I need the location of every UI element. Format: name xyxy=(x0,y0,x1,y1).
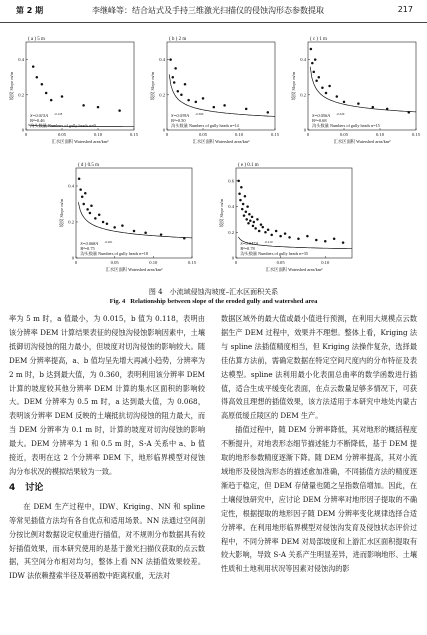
data-point xyxy=(82,104,85,107)
right-column xyxy=(221,312,417,576)
data-point xyxy=(174,67,177,70)
y-tick-label: 0.4 xyxy=(68,183,74,189)
x-tick-label: 0 xyxy=(24,132,28,137)
data-point xyxy=(245,210,248,213)
figure-caption-en xyxy=(0,298,427,305)
y-axis-label: 坡度 Slope m/m xyxy=(9,71,14,101)
y-tick-label: 0 xyxy=(231,255,234,261)
data-point xyxy=(386,108,389,111)
section-number: 4 xyxy=(9,482,16,493)
data-point xyxy=(270,234,273,237)
figure-caption-cn: 图 4 小流域侵蚀沟坡度–汇水区面积关系 xyxy=(148,288,279,296)
data-point xyxy=(202,97,205,100)
data-point xyxy=(79,188,82,191)
y-axis-label: 坡度 Slope m/m xyxy=(150,71,155,101)
fit-equation: S=0.047A xyxy=(240,241,259,246)
data-point xyxy=(315,79,318,82)
y-tick-label: 0.2 xyxy=(18,92,24,98)
gully-count: 沟头数量 Numbers of gully heads n=14 xyxy=(171,123,239,128)
data-point xyxy=(144,232,147,235)
data-point xyxy=(284,232,287,235)
data-point xyxy=(223,104,226,107)
gully-count: 沟头数量 Numbers of gully heads n=18 xyxy=(80,251,148,256)
data-point xyxy=(84,192,87,195)
y-tick-label: 0.6 xyxy=(228,178,234,184)
data-point xyxy=(247,222,250,225)
x-tick-label: 0 xyxy=(165,132,169,137)
data-point xyxy=(315,239,318,242)
fit-equation: S=0.015A xyxy=(30,113,48,118)
data-point xyxy=(264,231,267,234)
x-axis-label: 汇水区面积 Watershed area/km² xyxy=(51,139,109,144)
data-point xyxy=(275,230,278,233)
x-tick-label: 0.15 xyxy=(411,132,421,137)
x-tick-label: 0 xyxy=(74,260,78,265)
x-tick-label: 0.05 xyxy=(339,132,349,137)
data-point xyxy=(160,233,163,236)
chart-panel-d xyxy=(218,160,356,276)
data-point xyxy=(251,216,254,219)
data-point xyxy=(288,236,291,239)
gully-count: 沟头数量 Numbers of gully heads n=9 xyxy=(30,123,96,128)
panel-tag: ( c ) 1 m xyxy=(310,37,327,42)
fit-curve xyxy=(78,202,192,238)
x-tick-label: 0.10 xyxy=(375,132,385,137)
fit-exponent: -0.360 xyxy=(195,112,204,116)
data-point xyxy=(314,58,317,61)
data-point xyxy=(97,106,100,109)
figure-label-en: Fig. 4 xyxy=(109,298,126,305)
fit-r-squared: R²=0.75 xyxy=(80,246,95,251)
data-point xyxy=(81,196,84,199)
data-point xyxy=(106,223,109,226)
x-tick-label: 0.05 xyxy=(57,132,67,137)
panel-tag: ( b ) 2 m xyxy=(169,37,187,42)
data-point xyxy=(249,219,252,222)
data-point xyxy=(169,58,172,61)
figure-caption-en-text: Relationship between slope of the eroded gully and watershed area xyxy=(130,298,318,305)
fit-exponent: -0.210 xyxy=(264,240,273,244)
x-tick-label: 0.10 xyxy=(93,132,103,137)
data-point xyxy=(336,95,339,98)
data-point xyxy=(254,227,257,230)
x-axis-label: 汇水区面积 Watershed area/km² xyxy=(105,267,163,272)
data-point xyxy=(195,101,198,104)
data-point xyxy=(245,218,248,221)
data-point xyxy=(240,186,243,189)
data-point xyxy=(32,65,35,68)
y-tick-label: 0.2 xyxy=(300,92,306,98)
data-point xyxy=(238,192,241,195)
gully-count: 沟头数量 Numbers of gully heads n=15 xyxy=(312,123,380,128)
x-axis-label: 汇水区面积 Watershed area/km² xyxy=(265,267,323,272)
data-point xyxy=(342,241,345,244)
paragraph-discussion-1: 在 DEM 生产过程中，IDW、Kriging、NN 和 spline 等常见插值方法均有各自优点和适用场景。NN 法通过空间剖分按比例对数据设定权重进行插值，对不规则分布数据具有较好插值效果，而本研究使用的是基于激光扫描仪获取的点云数据，其空间分布相对均匀，整体上看 NN 法插值效果较差。IDW 法依赖搜索半径及幂函数中距离权重，无法对 xyxy=(9,501,205,581)
data-point xyxy=(187,99,190,102)
y-tick-label: 0.2 xyxy=(159,92,165,98)
page-number: 217 xyxy=(397,5,413,14)
data-point xyxy=(82,203,85,206)
data-point xyxy=(258,230,261,233)
fit-curve xyxy=(169,74,275,116)
data-point xyxy=(297,237,300,240)
data-point xyxy=(243,214,246,217)
fit-curve xyxy=(310,67,416,112)
data-point xyxy=(260,223,263,226)
y-tick-label: 0.4 xyxy=(159,57,165,63)
paragraph-discussion-3: 插值过程中，随 DEM 分辨率降低，其对地形的概括程度不断提升，对地表形态细节描述能力不断降低，基于 DEM 提取的地形参数精度逐渐下降。随 DEM 分辨率提高，其对小流域地形及侵蚀沟形态的描述愈加准确，不同插值方法的精度逐渐趋于稳定，但 DEM 存储量也随之呈指数倍增加。因此，在土壤侵蚀研究中，应讨论 DEM 分辨率对地形因子提取的不确定性，根据提取的地形因子随 DEM 分辨率变化规律选择合适分辨率。在利用地形临界模型对侵蚀沟发育及侵蚀状态评价过程中，不同分辨率 DEM 对局部坡度和上游汇水区面积提取有较大影响，导致 S-A 关系产生明显差异，进而影响地形、土壤性质和土地利用状况等因素对侵蚀沟的影 xyxy=(221,425,417,574)
y-tick-label: 0.2 xyxy=(68,219,74,225)
running-title: 李继峰等：结合站式及手持三维激光扫描仪的侵蚀沟形态参数提取 xyxy=(92,6,324,15)
data-point xyxy=(325,92,328,95)
data-point xyxy=(311,62,314,65)
data-point xyxy=(242,203,245,206)
section-heading-discussion xyxy=(9,482,205,496)
data-point xyxy=(61,95,64,98)
x-tick-label: 0.05 xyxy=(276,260,285,265)
data-point xyxy=(98,214,101,217)
fit-r-squared: R²=0.78 xyxy=(240,246,255,251)
paragraph-discussion-2: 数据区域外的最大值或最小值进行预测，在利用大规模点云数据生产 DEM 过程中，效果并不理想。整体上看，Kriging 法与 spline 法插值精度相当，但 Kriging 法操作复杂，选择最佳估算方法前，需确定数据在特定空间尺度内的分布特征及表达模型。spline 法利用最小化表面总曲率的数学函数进行插值，适合生成平缓变化表面，在点云数量足够多情况下，可获得高效且理想的插值效果，该方法适用于本研究中地处内蒙古高原低缓丘陵区的 DEM 生产。 xyxy=(221,314,417,421)
data-point xyxy=(248,213,251,216)
data-point xyxy=(321,87,324,90)
data-point xyxy=(408,111,411,114)
data-point xyxy=(94,217,97,220)
section-title: 讨论 xyxy=(25,482,44,493)
x-axis-label: 汇水区面积 Watershed area/km² xyxy=(192,139,250,144)
y-tick-label: 0 xyxy=(21,127,24,133)
y-tick-label: 0 xyxy=(71,255,74,261)
data-point xyxy=(36,76,39,79)
data-point xyxy=(118,109,121,112)
data-point xyxy=(45,92,48,95)
x-tick-label: 0 xyxy=(306,132,310,137)
left-column xyxy=(9,312,205,583)
chart-panel-e xyxy=(58,160,196,276)
data-point xyxy=(313,71,316,74)
y-tick-label: 0.2 xyxy=(228,229,234,235)
data-point xyxy=(253,221,256,224)
y-axis-label: 坡度 Slope m/m xyxy=(219,198,224,228)
data-point xyxy=(50,99,53,102)
paragraph-results-end: 率为 5 m 时，a 值最小，为 0.015，b 值为 0.118，表明由该分辨率 DEM 计算结果表征的侵蚀沟侵蚀影响因素中，土壤抵御切沟侵蚀的阻力最小，但坡度对切沟侵蚀的影响较大。随 DEM 分辨率提高，a、b 值均呈先增大再减小趋势，分辨率为 2 m 时，b 达到最大值，为 0.360，表明利用该分辨率 DEM 计算的坡度较其他分辨率 DEM 计算的集水区面积的影响较大。DEM 分辨率为 0.5 m 时，a 达到最大值，为 0.068，表明该分辨率 DEM 反映的土壤抵抗切沟侵蚀的阻力最大，而当 DEM 分辨率为 0.1 m 时，计算的坡度对切沟侵蚀的影响最大。DEM 分辨率为 1 和 0.5 m 时，S-A 关系中 a、b 值接近，表明在这 2 个分辨率 DEM 下，地形临界模型对侵蚀沟分布状况的模拟结果较为一致。 xyxy=(9,314,205,476)
data-point xyxy=(113,226,116,229)
issue-number: 第 2 期 xyxy=(16,6,44,15)
data-point xyxy=(267,111,270,114)
gully-count: 沟头数量 Numbers of gully heads n=35 xyxy=(240,251,308,256)
fit-r-squared: R²=0.50 xyxy=(171,118,186,123)
fit-exponent: -0.118 xyxy=(54,112,63,116)
data-point xyxy=(78,178,81,181)
fit-r-squared: R²=0.46 xyxy=(30,118,45,123)
data-point xyxy=(237,180,240,183)
data-point xyxy=(172,76,175,79)
fit-equation: S=0.056A xyxy=(312,113,330,118)
y-tick-label: 0.4 xyxy=(18,57,24,63)
data-point xyxy=(246,205,249,208)
data-point xyxy=(102,221,105,224)
x-tick-label: 0.15 xyxy=(270,132,280,137)
panel-tag: ( e ) 0.1 m xyxy=(238,163,259,168)
y-tick-label: 0.4 xyxy=(228,204,234,210)
data-point xyxy=(213,106,216,109)
panel-tag: ( d ) 0.5 m xyxy=(78,163,99,168)
y-axis-label: 坡度 Slope m/m xyxy=(291,71,296,101)
y-axis-label: 坡度 Slope m/m xyxy=(59,198,64,228)
chart-panel-c xyxy=(290,34,420,148)
data-point xyxy=(318,76,321,79)
x-tick-label: 0.10 xyxy=(234,132,244,137)
data-point xyxy=(86,208,89,211)
data-point xyxy=(121,224,124,227)
fit-equation: S=0.068A xyxy=(80,241,99,246)
fit-r-squared: R²=0.68 xyxy=(312,118,327,123)
running-header xyxy=(0,0,427,23)
x-axis-label: 汇水区面积 Watershed area/km² xyxy=(333,139,391,144)
x-tick-label: 0.15 xyxy=(187,260,197,265)
panel-tag: ( a ) 5 m xyxy=(28,37,45,42)
data-point xyxy=(184,83,187,86)
data-point xyxy=(252,225,255,228)
data-point xyxy=(183,237,186,240)
data-point xyxy=(256,218,259,221)
data-point xyxy=(343,101,346,104)
data-point xyxy=(133,230,136,233)
data-point xyxy=(262,226,265,229)
x-tick-label: 0.05 xyxy=(198,132,208,137)
y-tick-label: 0 xyxy=(162,127,165,133)
data-point xyxy=(241,208,244,211)
chart-panel-b xyxy=(149,34,279,148)
data-point xyxy=(306,235,309,238)
data-point xyxy=(279,235,282,238)
x-tick-label: 0.15 xyxy=(129,132,139,137)
data-point xyxy=(267,228,270,231)
fit-exponent: -0.320 xyxy=(336,112,345,116)
y-tick-label: 0.4 xyxy=(300,57,306,63)
data-point xyxy=(333,237,336,240)
x-tick-label: 0 xyxy=(234,260,238,265)
fit-exponent: -0.261 xyxy=(104,240,113,244)
data-point xyxy=(173,81,176,84)
data-point xyxy=(245,108,248,111)
chart-panel-a xyxy=(8,34,138,148)
data-point xyxy=(41,83,44,86)
x-tick-label: 0.05 xyxy=(110,260,119,265)
data-point xyxy=(324,240,327,243)
data-point xyxy=(89,212,92,215)
x-tick-label: 0.10 xyxy=(149,260,158,265)
y-tick-label: 0 xyxy=(303,127,306,133)
data-point xyxy=(372,106,375,109)
data-point xyxy=(357,102,360,105)
x-tick-label: 0.10 xyxy=(321,260,330,265)
data-point xyxy=(239,199,242,202)
data-point xyxy=(328,85,331,88)
data-point xyxy=(177,90,180,93)
data-point xyxy=(90,205,93,208)
data-point xyxy=(310,48,313,51)
fit-equation: S=0.039A xyxy=(171,113,189,118)
data-point xyxy=(244,195,247,198)
data-point xyxy=(180,94,183,97)
